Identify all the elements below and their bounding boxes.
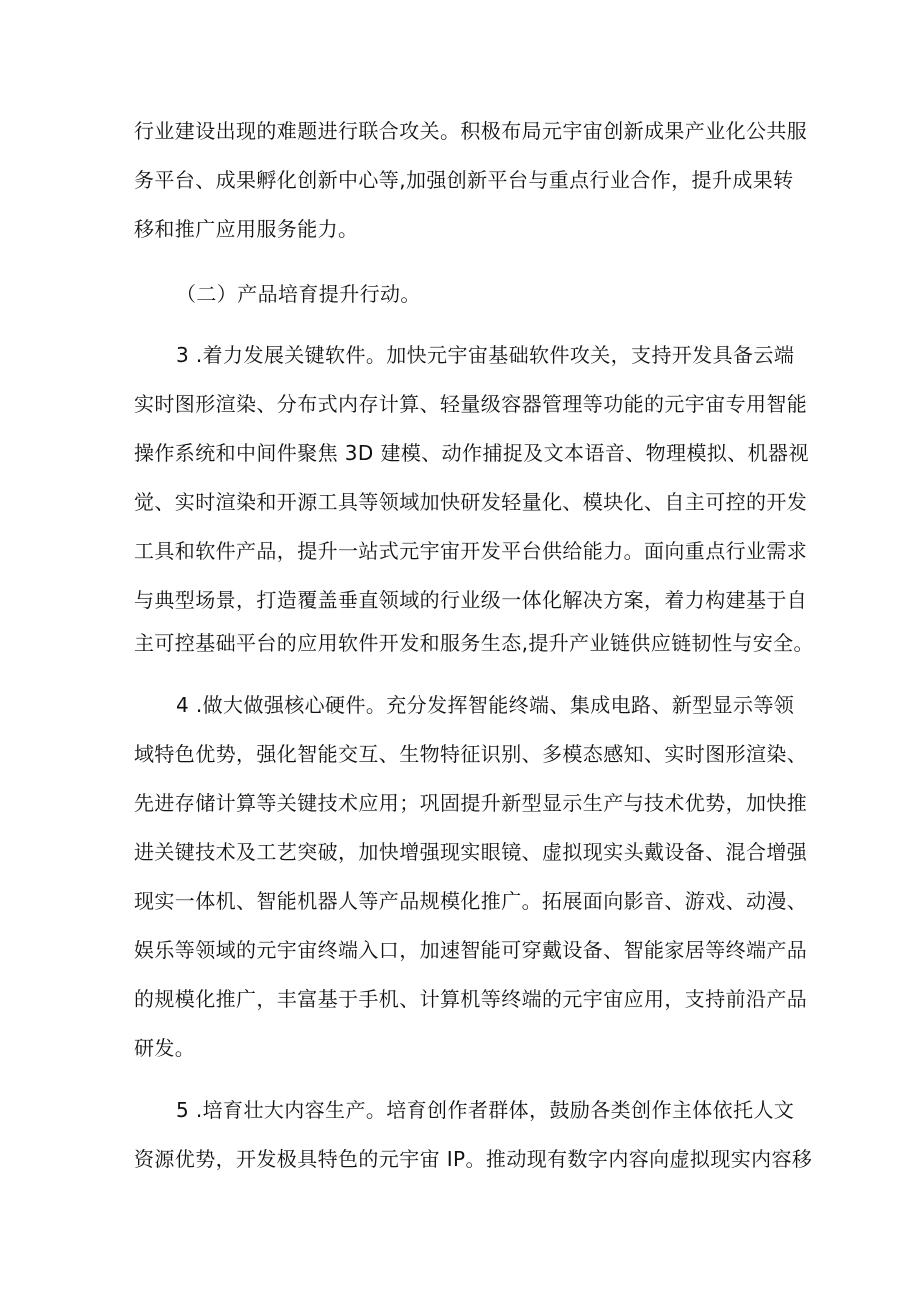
item-3-line: 实时图形渲染、分布式内存计算、轻量级容器管理等功能的元宇宙专用智能 [134, 392, 808, 416]
item-3-line: 主可控基础平台的应用软件开发和服务生态,提升产业链供应链韧性与安全。 [134, 631, 814, 655]
item-5-line: 5 .培育壮大内容生产。培育创作者群体，鼓励各类创作主体依托人文 [176, 1098, 795, 1122]
item-4-line: 4 .做大做强核心硬件。充分发挥智能终端、集成电路、新型显示等领 [176, 693, 795, 717]
item-3-line: 3 .着力发展关键软件。加快元宇宙基础软件攻关，支持开发具备云端 [176, 343, 795, 367]
item-4-line: 现实一体机、智能机器人等产品规模化推广。拓展面向影音、游戏、动漫、 [134, 889, 808, 913]
item-4-line: 进关键技术及工艺突破，加快增强现实眼镜、虚拟现实头戴设备、混合增强 [134, 840, 808, 864]
text-line: 行业建设出现的难题进行联合攻关。积极布局元宇宙创新成果产业化公共服 [134, 119, 808, 143]
item-4-line: 的规模化推广，丰富基于手机、计算机等终端的元宇宙应用，支持前沿产品 [134, 987, 808, 1011]
text-line: 移和推广应用服务能力。 [134, 217, 359, 241]
item-3-line: 与典型场景，打造覆盖垂直领域的行业级一体化解决方案，着力构建基于自 [134, 588, 808, 612]
item-4-line: 研发。 [134, 1036, 196, 1060]
item-4-line: 域特色优势，强化智能交互、生物特征识别、多模态感知、实时图形渲染、 [134, 742, 808, 766]
section-heading: （二）产品培育提升行动。 [176, 282, 421, 306]
item-4-line: 先进存储计算等关键技术应用；巩固提升新型显示生产与技术优势，加快推 [134, 791, 808, 815]
item-3-line: 操作系统和中间件聚焦 3D 建模、动作捕捉及文本语音、物理模拟、机器视 [134, 441, 809, 465]
text-line: 务平台、成果孵化创新中心等,加强创新平台与重点行业合作，提升成果转 [134, 168, 794, 192]
item-3-line: 觉、实时渲染和开源工具等领域加快研发轻量化、模块化、自主可控的开发 [134, 490, 808, 514]
item-3-line: 工具和软件产品，提升一站式元宇宙开发平台供给能力。面向重点行业需求 [134, 539, 808, 563]
item-5-line: 资源优势，开发极具特色的元宇宙 IP。推动现有数字内容向虚拟现实内容移 [134, 1147, 813, 1171]
item-4-line: 娱乐等领域的元宇宙终端入口，加速智能可穿戴设备、智能家居等终端产品 [134, 938, 808, 962]
